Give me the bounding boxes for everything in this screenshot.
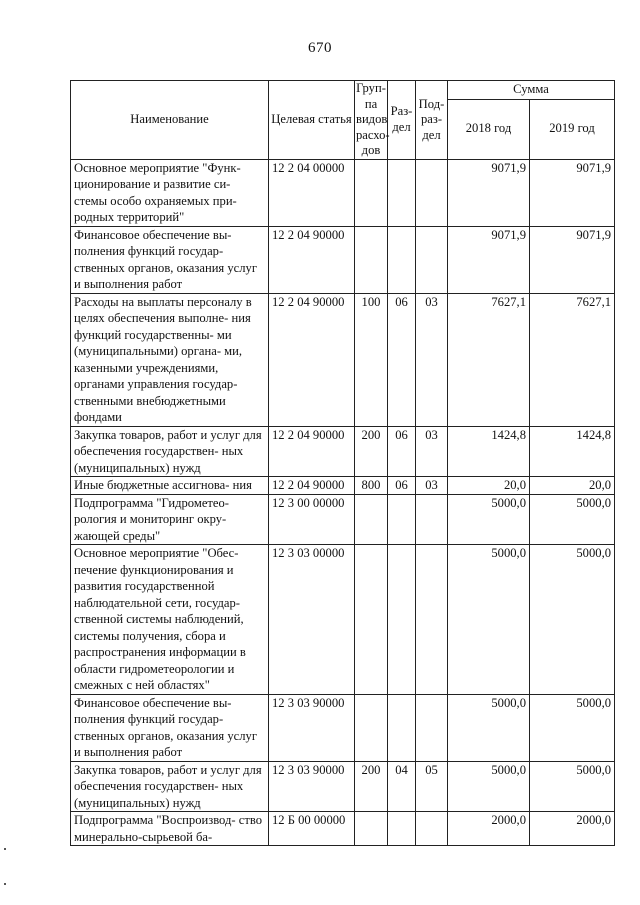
row-code: 12 2 04 90000 — [269, 426, 355, 477]
table-row — [71, 761, 615, 812]
row-subsection: 03 — [416, 426, 448, 477]
row-expense-group — [355, 226, 388, 293]
row-name: Иные бюджетные ассигнова- ния — [71, 477, 269, 495]
row-expense-group — [355, 159, 388, 226]
scan-mark — [4, 883, 6, 885]
header-year-2018: 2018 год — [448, 99, 530, 159]
row-expense-group — [355, 545, 388, 695]
row-name: Финансовое обеспечение вы- полнения функций государ- ственных органов, оказания услуг и выполнения работ — [71, 226, 269, 293]
row-section: 06 — [388, 477, 416, 495]
row-name: Подпрограмма "Гидрометео- рология и мониторинг окру- жающей среды" — [71, 494, 269, 545]
row-section — [388, 812, 416, 846]
row-section — [388, 159, 416, 226]
row-sum-2018: 5000,0 — [448, 694, 530, 761]
table-header — [71, 81, 615, 160]
row-subsection — [416, 812, 448, 846]
row-name: Расходы на выплаты персоналу в целях обеспечения выполне- ния функций государственны- ми (муниципальными) органа- ми, казенными учреждениями, органами управления государ- ственными внебюджетными фондами — [71, 293, 269, 426]
row-sum-2018: 2000,0 — [448, 812, 530, 846]
row-sum-2019: 9071,9 — [530, 226, 615, 293]
row-sum-2019: 2000,0 — [530, 812, 615, 846]
row-sum-2019: 1424,8 — [530, 426, 615, 477]
row-code: 12 2 04 90000 — [269, 293, 355, 426]
row-code: 12 3 03 90000 — [269, 761, 355, 812]
row-subsection: 05 — [416, 761, 448, 812]
row-expense-group: 100 — [355, 293, 388, 426]
row-section: 04 — [388, 761, 416, 812]
row-name: Финансовое обеспечение вы- полнения функций государ- ственных органов, оказания услуг и выполнения работ — [71, 694, 269, 761]
row-sum-2019: 20,0 — [530, 477, 615, 495]
header-name: Наименование — [71, 81, 269, 160]
row-code: 12 2 04 00000 — [269, 159, 355, 226]
row-name: Основное мероприятие "Обес- печение функционирования и развития государственной наблюдательной сети, государ- ственной системы наблюдений, системы получения, сбора и распространения информации в области гидрометеорологии и смежных с ней областях" — [71, 545, 269, 695]
row-sum-2019: 5000,0 — [530, 545, 615, 695]
header-year-2019: 2019 год — [530, 99, 615, 159]
table-row — [71, 545, 615, 695]
row-subsection — [416, 545, 448, 695]
row-section — [388, 226, 416, 293]
row-section — [388, 694, 416, 761]
table-row — [71, 226, 615, 293]
row-expense-group: 200 — [355, 761, 388, 812]
row-expense-group: 800 — [355, 477, 388, 495]
row-sum-2019: 7627,1 — [530, 293, 615, 426]
row-code: 12 3 03 90000 — [269, 694, 355, 761]
row-name: Подпрограмма "Воспроизвод- ство минерально-сырьевой ба- — [71, 812, 269, 846]
page-number: 670 — [308, 40, 332, 56]
row-section: 06 — [388, 293, 416, 426]
table-row — [71, 812, 615, 846]
row-sum-2018: 9071,9 — [448, 226, 530, 293]
budget-table — [70, 80, 615, 846]
row-sum-2018: 5000,0 — [448, 761, 530, 812]
table-row — [71, 694, 615, 761]
row-sum-2018: 1424,8 — [448, 426, 530, 477]
row-sum-2018: 9071,9 — [448, 159, 530, 226]
row-expense-group — [355, 494, 388, 545]
table-row — [71, 159, 615, 226]
row-expense-group — [355, 812, 388, 846]
row-name: Закупка товаров, работ и услуг для обеспечения государствен- ных (муниципальных) нужд — [71, 761, 269, 812]
header-expense-group: Груп- па видов расхо- дов — [356, 81, 390, 157]
row-code: 12 Б 00 00000 — [269, 812, 355, 846]
table-row — [71, 426, 615, 477]
table-row — [71, 494, 615, 545]
row-subsection — [416, 159, 448, 226]
row-expense-group: 200 — [355, 426, 388, 477]
table-row — [71, 293, 615, 426]
row-code: 12 2 04 90000 — [269, 477, 355, 495]
row-subsection — [416, 494, 448, 545]
table-body — [71, 159, 615, 846]
header-sum: Сумма — [448, 81, 615, 100]
row-sum-2019: 9071,9 — [530, 159, 615, 226]
header-target-article: Целевая статья — [269, 81, 355, 160]
row-code: 12 2 04 90000 — [269, 226, 355, 293]
row-sum-2018: 7627,1 — [448, 293, 530, 426]
row-section: 06 — [388, 426, 416, 477]
table-row — [71, 477, 615, 495]
row-subsection: 03 — [416, 293, 448, 426]
header-section: Раз- дел — [388, 81, 416, 160]
row-sum-2018: 20,0 — [448, 477, 530, 495]
row-sum-2018: 5000,0 — [448, 545, 530, 695]
row-subsection — [416, 694, 448, 761]
row-sum-2019: 5000,0 — [530, 694, 615, 761]
row-sum-2018: 5000,0 — [448, 494, 530, 545]
row-code: 12 3 00 00000 — [269, 494, 355, 545]
row-sum-2019: 5000,0 — [530, 494, 615, 545]
row-section — [388, 545, 416, 695]
row-code: 12 3 03 00000 — [269, 545, 355, 695]
row-section — [388, 494, 416, 545]
row-expense-group — [355, 694, 388, 761]
scan-mark — [4, 848, 6, 850]
row-name: Основное мероприятие "Функ- ционирование и развитие си- стемы особо охраняемых при- родных территорий" — [71, 159, 269, 226]
row-sum-2019: 5000,0 — [530, 761, 615, 812]
row-subsection — [416, 226, 448, 293]
row-name: Закупка товаров, работ и услуг для обеспечения государствен- ных (муниципальных) нужд — [71, 426, 269, 477]
row-subsection: 03 — [416, 477, 448, 495]
header-subsection: Под- раз- дел — [416, 81, 448, 160]
